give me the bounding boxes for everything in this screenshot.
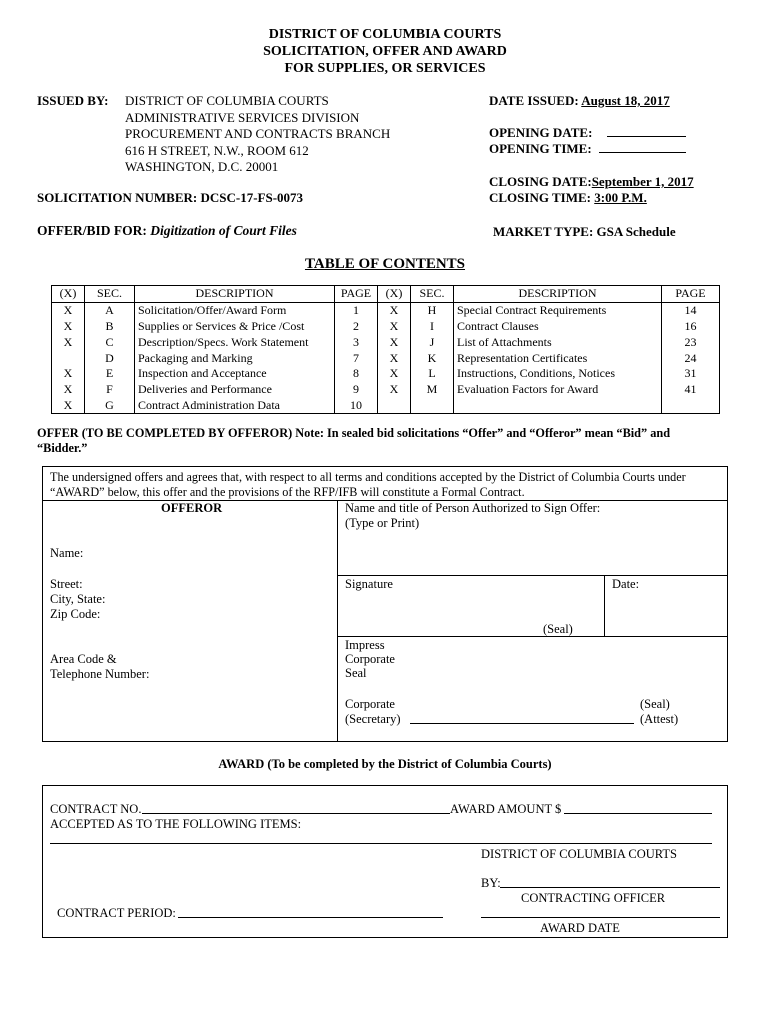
toc-cell: 24 [662,350,720,366]
corporate-label: Corporate [345,652,395,666]
contract-period-blank [178,917,443,918]
award-date-label: AWARD DATE [540,921,620,935]
toc-cell: 1 [335,302,378,318]
toc-cell [52,350,85,366]
toc-cell: 23 [662,334,720,350]
attest-seal-label: (Seal) [640,697,670,711]
toc-cell: Solicitation/Offer/Award Form [135,302,335,318]
form-title-line1: DISTRICT OF COLUMBIA COURTS [268,27,502,42]
name-title-label-line1: Name and title of Person Authorized to Sign Offer: [345,501,601,515]
name-title-label-line2: (Type or Print) [345,516,420,530]
toc-cell: Deliveries and Performance [135,382,335,398]
form-title-line2: SOLICITATION, OFFER AND AWARD [263,44,507,59]
accepted-items-label: ACCEPTED AS TO THE FOLLOWING ITEMS: [50,817,302,831]
toc-cell: 31 [662,366,720,382]
award-amount-blank [564,813,712,814]
toc-cell [454,398,662,414]
toc-cell: Contract Administration Data [135,398,335,414]
opening-time-blank [599,152,686,153]
area-code-label: Area Code & [50,652,117,666]
toc-cell: 7 [335,350,378,366]
toc-cell: 10 [335,398,378,414]
offer-bid-for [37,223,297,240]
attest-label: (Attest) [640,712,679,726]
toc-cell: L [411,366,454,382]
toc-cell: X [52,366,85,382]
closing-time-label: CLOSING TIME: [489,190,591,205]
toc-cell: I [411,319,454,335]
market-type: MARKET TYPE: GSA Schedule [493,224,676,239]
seal-word-label: Seal [345,666,367,680]
offer-column-divider [337,500,338,742]
form-title-line3: FOR SUPPLIES, OR SERVICES [284,61,486,76]
toc-cell: Representation Certificates [454,350,662,366]
offer-bid-for-label: OFFER/BID FOR: [37,223,147,238]
toc-header-x: (X) [52,286,85,303]
seal-section-line [337,636,728,637]
contract-period-label: CONTRACT PERIOD: [57,906,176,920]
toc-cell: List of Attachments [454,334,662,350]
toc-cell: X [52,398,85,414]
closing-date-value: September 1, 2017 [591,174,694,189]
table-of-contents [51,285,720,414]
table-row [52,350,720,366]
toc-cell: Instructions, Conditions, Notices [454,366,662,382]
city-state-label: City, State: [50,592,106,606]
toc-cell: D [85,350,135,366]
offer-intro-line2: “AWARD” below, this offer and the provisions of the RFP/IFB will constitute a Formal Contract. [50,485,525,499]
table-row [52,302,720,318]
toc-cell: Description/Specs. Work Statement [135,334,335,350]
toc-header-page: PAGE [335,286,378,303]
toc-cell: G [85,398,135,414]
toc-title: TABLE OF CONTENTS [304,256,466,272]
corporate-secretary-label: Corporate [345,697,395,711]
toc-cell: E [85,366,135,382]
toc-cell: 8 [335,366,378,382]
date-label: Date: [612,577,640,591]
toc-cell: M [411,382,454,398]
toc-cell: 41 [662,382,720,398]
offeror-label: OFFEROR [161,501,223,515]
issued-by-address-line2: ADMINISTRATIVE SERVICES DIVISION [125,109,360,125]
seal-label: (Seal) [543,622,573,636]
toc-cell: 2 [335,319,378,335]
toc-cell: X [378,350,411,366]
table-row [52,366,720,382]
toc-cell: 3 [335,334,378,350]
award-title: AWARD (To be completed by the District of Columbia Courts) [218,757,552,771]
zip-code-label: Zip Code: [50,607,101,621]
street-label: Street: [50,577,83,591]
toc-cell: F [85,382,135,398]
toc-cell: B [85,319,135,335]
award-date-blank [481,917,720,918]
by-signature-blank [500,887,720,888]
toc-cell: X [378,366,411,382]
table-row [52,398,720,414]
toc-cell: J [411,334,454,350]
toc-cell: K [411,350,454,366]
table-row [52,382,720,398]
secretary-label: (Secretary) [345,712,401,726]
signature-top-line [337,575,728,576]
toc-cell: X [52,382,85,398]
toc-cell: 16 [662,319,720,335]
toc-cell: X [378,302,411,318]
date-issued-value: August 18, 2017 [581,93,670,108]
solicitation-number: SOLICITATION NUMBER: DCSC-17-FS-0073 [37,190,304,205]
toc-header-page: PAGE [662,286,720,303]
offer-intro-line1: The undersigned offers and agrees that, with respect to all terms and conditions accepted by the District of Columbia Courts under [50,470,686,484]
contracting-officer-label: CONTRACTING OFFICER [521,891,666,905]
opening-date-label: OPENING DATE: [489,125,593,140]
toc-cell: A [85,302,135,318]
toc-cell: 14 [662,302,720,318]
contract-no-blank [142,813,450,814]
offer-note-line1: OFFER (TO BE COMPLETED BY OFFEROR) Note: In sealed bid solicitations “Offer” and “Offeror” mean “Bid” and [37,426,671,440]
toc-cell: X [378,319,411,335]
issued-by-address-line5: WASHINGTON, D.C. 20001 [125,159,279,174]
toc-cell: X [52,334,85,350]
accepted-items-blank [50,843,712,844]
toc-header-sec: SEC. [411,286,454,303]
toc-cell: X [378,382,411,398]
signature-label: Signature [345,577,393,591]
table-row [52,319,720,335]
closing-date-label: CLOSING DATE: [489,174,592,189]
toc-cell: Inspection and Acceptance [135,366,335,382]
name-label: Name: [50,546,84,560]
issued-by-address-line3: PROCUREMENT AND CONTRACTS BRANCH [125,126,391,141]
date-divider [604,575,605,636]
toc-cell: X [378,334,411,350]
toc-cell: Packaging and Marking [135,350,335,366]
toc-cell: C [85,334,135,350]
impress-label: Impress [345,638,385,652]
opening-time-label: OPENING TIME: [489,141,592,156]
issued-by-label: ISSUED BY: [37,93,109,108]
toc-cell: 9 [335,382,378,398]
toc-cell [662,398,720,414]
toc-header-description: DESCRIPTION [135,286,335,303]
issued-by-address-line1: DISTRICT OF COLUMBIA COURTS [125,93,329,108]
toc-cell: X [52,302,85,318]
issued-by-address-line4: 616 H STREET, N.W., ROOM 612 [125,142,309,158]
toc-header-sec: SEC. [85,286,135,303]
date-issued [489,93,670,110]
toc-header-row [52,286,720,303]
toc-cell: Contract Clauses [454,319,662,335]
closing-date [489,174,694,191]
toc-header-x: (X) [378,286,411,303]
secretary-signature-blank [410,723,634,724]
telephone-label: Telephone Number: [50,667,150,681]
award-amount-label: AWARD AMOUNT $ [450,802,562,816]
toc-cell [411,398,454,414]
toc-cell: Evaluation Factors for Award [454,382,662,398]
toc-cell: Supplies or Services & Price /Cost [135,319,335,335]
dc-courts-label: DISTRICT OF COLUMBIA COURTS [481,847,677,861]
contract-no-label: CONTRACT NO. [50,802,142,816]
offer-note-line2: “Bidder.” [37,441,88,455]
opening-date-blank [607,136,686,137]
closing-time [489,190,647,207]
toc-cell: H [411,302,454,318]
toc-cell: X [52,319,85,335]
closing-time-value: 3:00 P.M. [594,190,647,205]
toc-cell: Special Contract Requirements [454,302,662,318]
table-row [52,334,720,350]
offer-bid-for-value: Digitization of Court Files [150,223,297,238]
toc-cell [378,398,411,414]
by-label: BY: [481,876,501,890]
date-issued-label: DATE ISSUED: [489,93,579,108]
toc-header-description: DESCRIPTION [454,286,662,303]
